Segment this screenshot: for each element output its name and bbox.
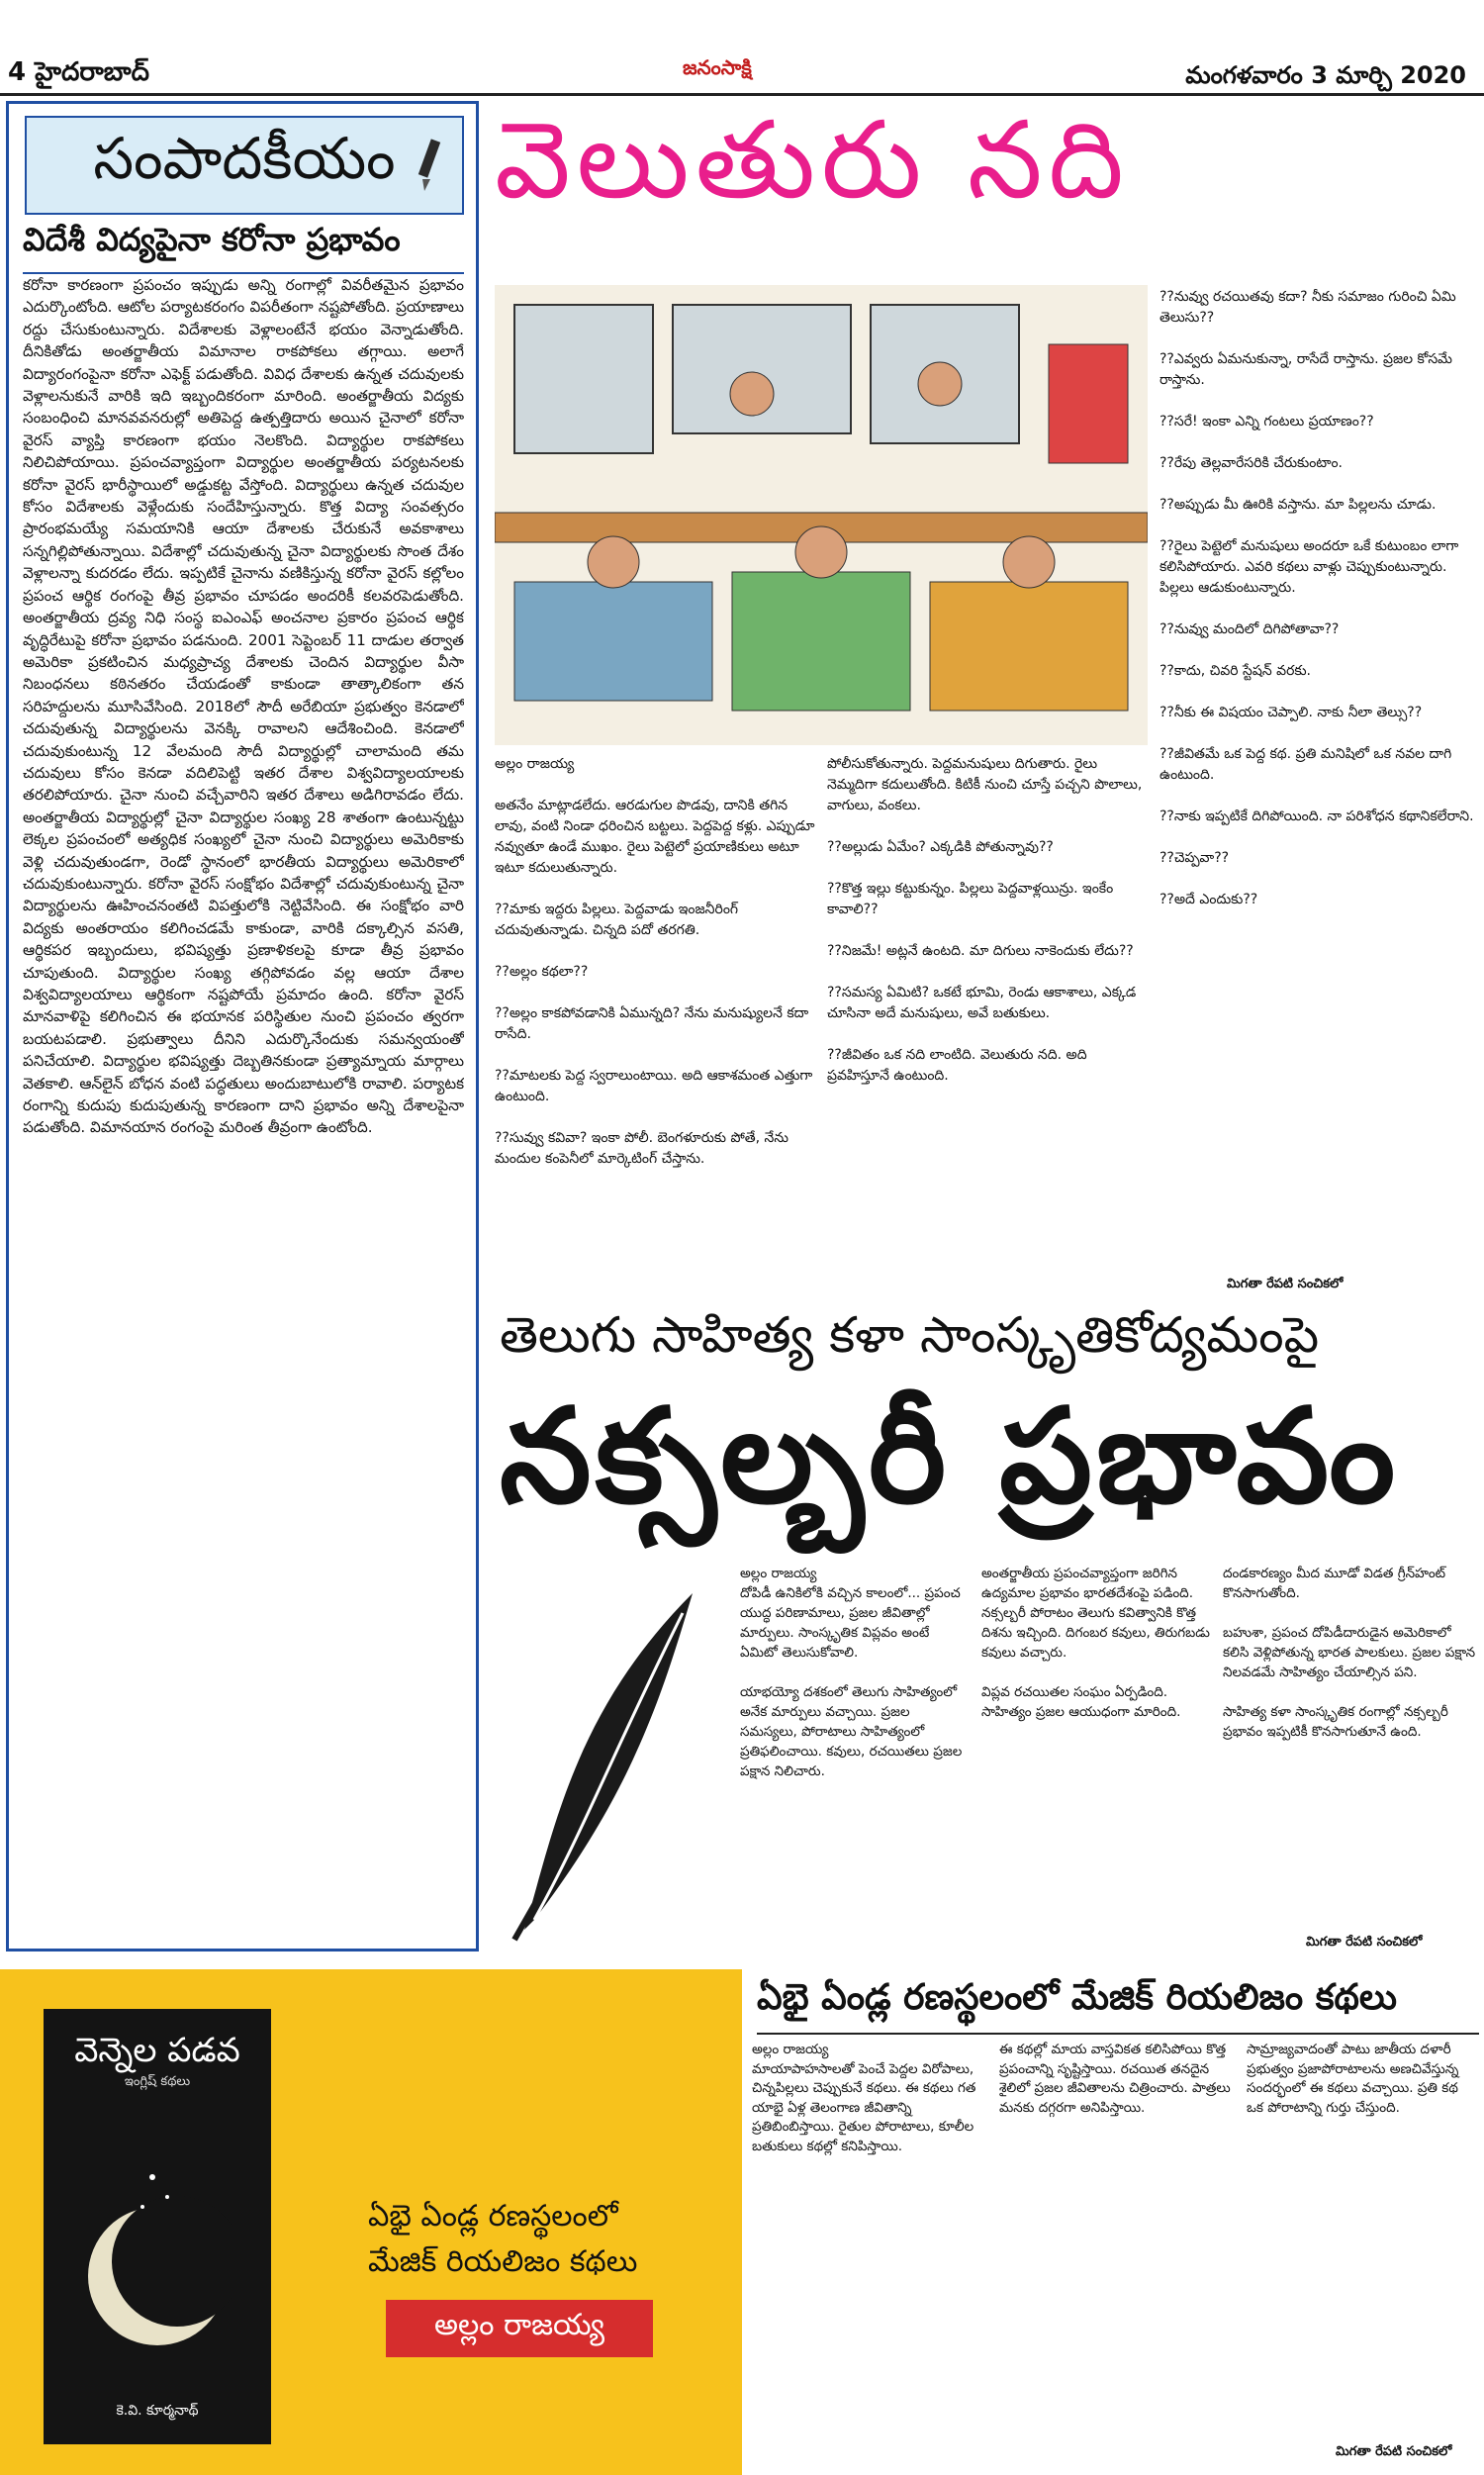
story1-column-right: ??నువ్వు రచయితవు కదా? నీకు సమాజం గురించి ఏమి తెలుసు?? ??ఎవ్వరు ఏమనుకున్నా, రాసేదే రాస్తాను. ప్రజల కోసమే రాస్తాను. ??సరే! ఇంకా ఎన్ని గంటలు ప్రయాణం?? ??రేపు తెల్లవారేసరికి చేరుకుంటాం. ??అప్పుడు మీ ఊరికి వస్తాను. మా పిల్లలను చూడు. ??రైలు పెట్టెలో మనుషులు అందరూ ఒకే కుటుంబం లాగా కలిసిపోయారు. ఎవరి కథలు వాళ్లు చెప్పుకుంటున్నారు. పిల్లలు ఆడుకుంటున్నారు. ??నువ్వు మందిలో దిగిపోతావా?? ??కాదు, చివరి స్టేషన్ వరకు. ??నీకు ఈ విషయం చెప్పాలి. నాకు నీలా తెల్సు?? ??జీవితమే ఒక పెద్ద కథ. ప్రతి మనిషిలో ఒక నవల దాగి ఉంటుంది. ??నాకు ఇప్పటికే దిగిపోయింది. నా పరిశోధన కథానికలేరాని. ??చెప్పవా?? ??అదే ఎందుకు??	[1159, 289, 1474, 907]
story2-subtitle: తెలుగు సాహిత్య కళా సాంస్కృతికోద్యమంపై	[500, 1306, 1320, 1364]
story3-column-1: అల్లం రాజయ్య మాయాపాహసాలతో పెంచే పెద్దల విరోపాలు, చిన్నపిల్లలు చెప్పుకునే కథలు. ఈ కథలు గత యాభై ఏళ్ల తెలంగాణ జీవితాన్ని ప్రతిబింబిస్తాయి. రైతుల పోరాటాలు, కూలీల బతుకులు కథల్లో కనిపిస్తాయి.	[752, 2042, 976, 2154]
editorial-banner	[25, 116, 464, 215]
header-divider	[0, 93, 1484, 96]
story3-continued-note: మిగతా రేపటి సంచికలో	[1336, 2444, 1452, 2459]
book-title: వెన్నెల పడవ	[74, 2031, 240, 2070]
editorial-title: విదేశీ విద్యపైనా కరోనా ప్రభావం	[23, 221, 464, 274]
story2-column-1: అల్లం రాజయ్య దోపిడీ ఉనికిలోకి వచ్చిన కాలంలో... ప్రపంచ యుద్ధ పరిణామాలు, ప్రజల జీవితాల్లో మార్పులు. సాంస్కృతిక విప్లవం అంటే ఏమిటో తెలుసుకోవాలి. యాభయ్యో దశకంలో తెలుగు సాహిత్యంలో అనేక మార్పులు వచ్చాయి. ప్రజల సమస్యలు, పోరాటాలు సాహిత్యంలో ప్రతిఫలించాయి. కవులు, రచయితలు ప్రజల పక్షాన నిలిచారు.	[740, 1566, 963, 1779]
feather-icon	[495, 1573, 732, 1950]
issue-date: మంగళవారం 3 మార్చి 2020	[1185, 61, 1466, 89]
train-illustration	[495, 285, 1148, 745]
story3-column-2: ఈ కథల్లో మాయ వాస్తవికత కలిసిపోయి కొత్త ప్రపంచాన్ని సృష్టిస్తాయి. రచయిత తనదైన శైలిలో ప్రజల జీవితాలను చిత్రించారు. పాత్రలు మనకు దగ్గరగా అనిపిస్తాయి.	[999, 2042, 1231, 2116]
page-number-city: 4 హైదరాబాద్	[8, 57, 149, 87]
story1-title: వెలుతురు నది	[495, 99, 1130, 223]
story3-title: ఏభై ఏండ్ల రణస్థలంలో మేజిక్ రియలిజం కథలు	[757, 1977, 1397, 2018]
story2-column-2: అంతర్జాతీయ ప్రపంచవ్యాప్తంగా జరిగిన ఉద్యమాల ప్రభావం భారతదేశంపై పడింది. నక్సల్బరీ పోరాటం తెలుగు కవిత్వానికి కొత్త దిశను ఇచ్చింది. దిగంబర కవులు, తిరుగబడు కవులు వచ్చారు. విప్లవ రచయితల సంఘం ఏర్పడింది. సాహిత్యం ప్రజల ఆయుధంగా మారింది.	[981, 1566, 1210, 1720]
story2-title: నక్సల్బరీ ప్రభావం	[500, 1380, 1400, 1533]
editorial-box	[6, 101, 479, 1951]
editorial-banner-label: సంపాదకీయం	[93, 124, 396, 192]
newspaper-logo: జనంసాక్షి	[683, 55, 752, 79]
story1-column-2: పోలీసుకోతున్నారు. పెద్దమనుషులు దిగుతారు. రైలు నెమ్మదిగా కదులుతోంది. కిటికీ నుంచి చూస్తే పచ్చని పొలాలు, వాగులు, వంకలు. ??అల్లుడు ఏమేం? ఎక్కడికి పోతున్నావు?? ??కొత్త ఇల్లు కట్టుకున్నం. పిల్లలు పెద్దవాళ్లయిన్రు. ఇంకేం కావాలి?? ??నిజమే! అట్లనే ఉంటది. మా దిగులు నాకెందుకు లేదు?? ??సమస్య ఏమిటి? ఒకటే భూమి, రెండు ఆకాశాలు, ఎక్కడ చూసినా అదే మనుషులు, అవే బతుకులు. ??జీవితం ఒక నది లాంటిది. వెలుతురు నది. అది ప్రవహిస్తూనే ఉంటుంది.	[827, 756, 1143, 1084]
story3-column-3: సామ్రాజ్యవాదంతో పాటు జాతీయ దళారీ ప్రభుత్వం ప్రజాపోరాటాలను అణచివేస్తున్న సందర్భంలో ఈ కథలు వచ్చాయి. ప్రతి కథ ఒక పోరాటాన్ని గుర్తు చేస్తుంది.	[1247, 2042, 1459, 2116]
pen-icon	[409, 136, 452, 195]
story1-column-1: అల్లం రాజయ్య అతనేం మాట్లాడలేదు. ఆరడుగుల పొడవు, దానికి తగిన లావు, వంటి నిండా ధరించిన బట్టలు. పెద్దపెద్ద కళ్లు. ఎప్పుడూ నవ్వుతూ ఉండే ముఖం. రైలు పెట్టెలో ప్రయాణికులు అటూ ఇటూ కదులుతున్నారు. ??మాకు ఇద్దరు పిల్లలు. పెద్దవాడు ఇంజనీరింగ్ చదువుతున్నాడు. చిన్నది పదో తరగతి. ??అల్లం కథలా?? ??అల్లం కాకపోవడానికి ఏమున్నది? నేను మనుష్యులనే కదా రాసేది. ??మాటలకు పెద్ద స్వరాలుంటాయి. అది ఆకాశమంత ఎత్తుగా ఉంటుంది. ??సువ్వు కవివా? ఇంకా పోలీ. బెంగళూరుకు పోతే, నేను మందుల కంపెనీలో మార్కెటింగ్ చేస్తాను.	[495, 756, 815, 1167]
advert-line-2: మేజిక్ రియలిజం కథలు	[368, 2244, 638, 2279]
book-advert	[0, 1969, 742, 2475]
story3-divider	[757, 2033, 1479, 2035]
editorial-body: కరోనా కారణంగా ప్రపంచం ఇప్పుడు అన్ని రంగాల్లో వివరీతమైన ప్రభావం ఎదుర్కొంటోంది. ఆటోల పర్యాటకరంగం విపరీతంగా నష్టపోతోంది. ప్రయాణాలు రద్దు చేసుకుంటున్నారు. విదేశాలకు వెళ్లాలంటేనే భయం వెన్నాడుతోంది. దీనికితోడు అంతర్జాతీయ విమానాల రాకపోకలు తగ్గాయి. అలాగే విద్యారంగంపైనా కరోనా ఎఫెక్ట్ పడుతోంది. వివిధ దేశాలకు ఉన్నత చదువులకు వెళ్లాలనుకునే వారికి ఇది ఇబ్బందికరంగా మారింది. అంతర్జాతీయ విద్యకు సంబంధించి మానవవనరుల్లో అతిపెద్ద ఉత్పత్తిదారు అయిన చైనాలో కరోనా వైరస్ వ్యాప్తి కారణంగా భయం నెలకొంది. విద్యార్థుల రాకపోకలు నిలిచిపోయాయి. ప్రపంచవ్యాప్తంగా విద్యార్థుల అంతర్జాతీయ పర్యటనలకు కరోనా వైరస్ భారీస్థాయిలో అడ్డుకట్ట వేస్తోంది. విద్యార్థులు ఉన్నత చదువుల కోసం విదేశాలకు వెళ్లేందుకు సందేహిస్తున్నారు. కొత్త విద్యా సంవత్సరం ప్రారంభమయ్యే సమయానికి ఆయా దేశాలకు చేరుకునే అవకాశాలు సన్నగిల్లిపోతున్నాయి. విదేశాల్లో చదువుతున్న చైనా విద్యార్థులకు సొంత దేశం వెళ్లాలన్నా కుదరడం లేదు. ఇప్పటికే చైనాను వణికిస్తున్న కరోనా వైరస్ కల్లోలం ప్రపంచ ఆర్థిక రంగంపై తీవ్ర ప్రభావం చూపడం అందరికీ కలవరపెడుతోంది. అంతర్జాతీయ ద్రవ్య నిధి సంస్థ ఐఎంఎఫ్ అంచనాల ప్రకారం ప్రపంచ ఆర్థిక వృద్ధిరేటుపై కరోనా ప్రభావం పడనుంది. 2001 సెప్టెంబర్ 11 దాడుల తర్వాత అమెరికా ప్రకటించిన మధ్యప్రాచ్య దేశాలకు చెందిన విద్యార్థుల వీసా నిబంధనలు కఠినతరం చేయడంతో కాకుండా తాత్కాలికంగా తన సరిహద్దులను మూసివేసింది. 2018లో సౌదీ అరేబియా ప్రభుత్వం కెనడాలో చదువుతున్న విద్యార్థులను వెనక్కి రావాలని ఆదేశించింది. కెనడాలో చదువుకుంటున్న 12 వేలమంది సౌదీ విద్యార్థుల్లో చాలామంది తమ చదువులు కోసం కెనడా వదిలిపెట్టి ఇతర దేశాల విశ్వవిద్యాలయాలకు తరలిపోయారు. చైనా నుంచి వచ్చేవారిని ఇతర దేశాలు అడిగిరావడం లేదు. అంతర్జాతీయ విద్యార్థుల్లో చైనా విద్యార్థుల సంఖ్య 28 శాతంగా ఉంటున్నట్టు లెక్కల ప్రపంచంలో అత్యధిక సంఖ్యలో చైనా నుంచి విద్యార్థులు అమెరికాకు వెళ్లి చదువుతుండగా, రెండో స్థానంలో భారతీయ విద్యార్థులు అమెరికాలో చదువుకుంటున్నారు. కరోనా వైరస్ సంక్షోభం విదేశాల్లో చదువుకుంటున్న చైనా విద్యార్థులను ఊహించనంతటి విపత్తులోకి నెట్టివేసింది. ఈ సంక్షోభం వారి విద్యకు అంతరాయం కలిగించడమే కాకుండా, వారికి దక్కాల్సిన వసతి, ఆర్థికపర ఇబ్బందులు, భవిష్యత్తు ప్రణాళికలపై కూడా తీవ్ర ప్రభావం చూపుతుంది. విద్యార్థుల సంఖ్య తగ్గిపోవడం వల్ల ఆయా దేశాల విశ్వవిద్యాలయాలు ఆర్థికంగా నష్టపోయే ప్రమాదం ఉంది. కరోనా వైరస్ మానవాళిపై కలిగించిన ఈ భయానక పరిస్థితుల నుంచి ప్రపంచం త్వరగా బయటపడాలి. ప్రభుత్వాలు దీనిని ఎదుర్కొనేందుకు సమన్వయంతో పనిచేయాలి. విద్యార్థుల భవిష్యత్తు దెబ్బతినకుండా ప్రత్యామ్నాయ మార్గాలు వెతకాలి. ఆన్‌లైన్ బోధన వంటి పద్ధతులు అందుబాటులోకి రావాలి. పర్యాటక రంగాన్ని కుదుపు కుదుపుతున్న కారణంగా దాని ప్రభావం అన్ని దేశాలపైనా పడుతోంది. విమానయాన రంగంపై మరింత తీవ్రంగా ఉంటోంది.	[23, 276, 464, 1137]
story2-column-3: దండకారణ్యం మీద మూడో విడత గ్రీన్‌హంట్ కొనసాగుతోంది. బహుశా, ప్రపంచ దోపిడీదారుడైన అమెరికాలో కలిసి వెళ్లిపోతున్న భారత పాలకులు. ప్రజల పక్షాన నిలవడమే సాహిత్యం చేయాల్సిన పని. సాహిత్య కళా సాంస్కృతిక రంగాల్లో నక్సల్బరీ ప్రభావం ఇప్పటికీ కొనసాగుతూనే ఉంది.	[1223, 1566, 1476, 1740]
book-cover	[44, 2009, 271, 2444]
book-author: కె.వి. కూర్మనాథ్	[116, 2403, 199, 2419]
story1-continued-note: మిగతా రేపటి సంచికలో	[1227, 1277, 1344, 1291]
book-subtitle: ఇంగ్లిష్ కథలు	[124, 2074, 191, 2089]
advert-author: అల్లం రాజయ్య	[386, 2300, 653, 2357]
story2-continued-note: మిగతా రేపటి సంచికలో	[1306, 1935, 1423, 1950]
moon-icon	[83, 2147, 232, 2365]
advert-line-1: ఏభై ఏండ్ల రణస్థలంలో	[368, 2199, 618, 2234]
